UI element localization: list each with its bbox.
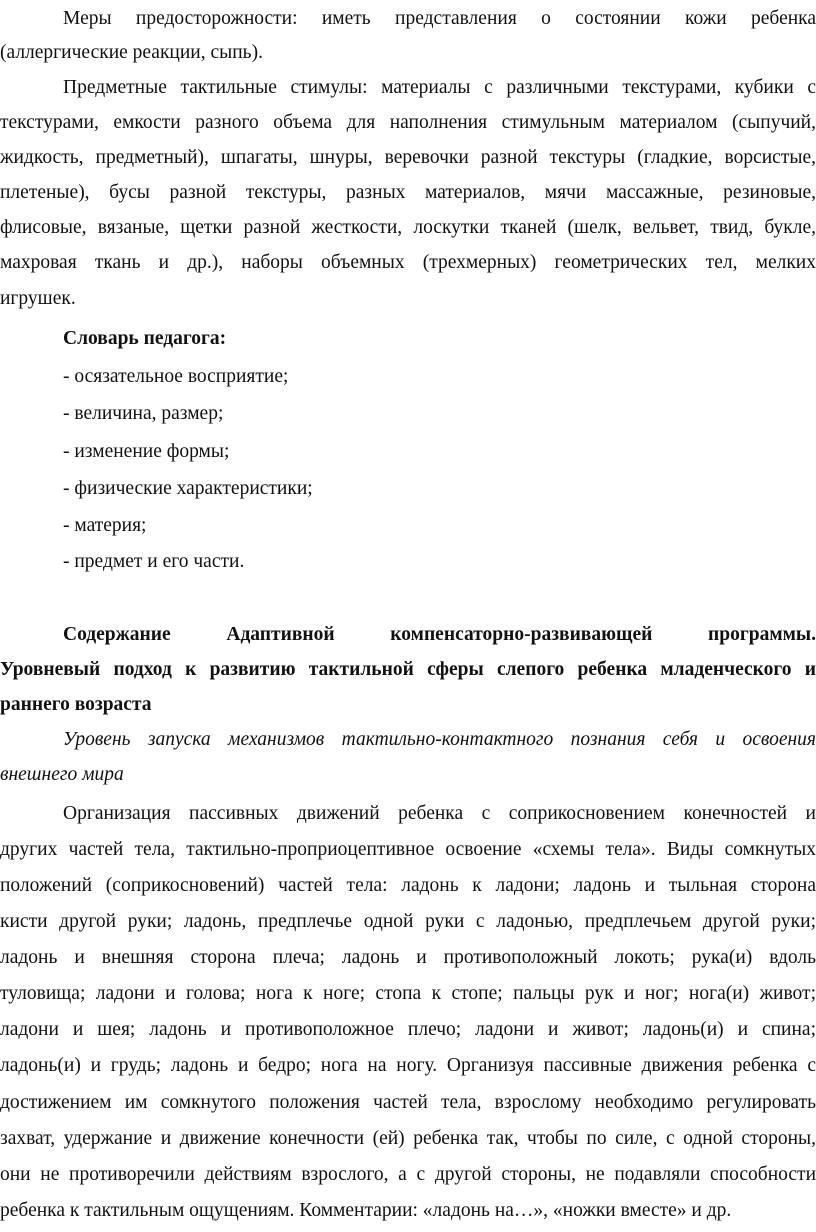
paragraph-stimuli-line-1: Предметные тактильные стимулы: материалы с различными текстурами, кубики с xyxy=(63,77,816,98)
vocabulary-item: - изменение формы; xyxy=(63,441,230,462)
vocabulary-item: - осязательное восприятие; xyxy=(63,366,289,387)
section-heading-line-3: раннего возраста xyxy=(0,694,152,715)
vocabulary-item: - материя; xyxy=(63,515,147,536)
paragraph-movements-line-9: достижением им сомкнутого положения частей тела, взрослому необходимо регулировать xyxy=(0,1092,816,1113)
paragraph-movements-line-12: ребенка к тактильным ощущениям. Комментарии: «ладонь на…», «ножки вместе» и др. xyxy=(0,1200,732,1221)
paragraph-movements-line-2: других частей тела, тактильно-проприоцептивное освоение «схемы тела». Виды сомкнутых xyxy=(0,839,816,860)
paragraph-movements-line-7: ладони и шея; ладонь и противоположное плечо; ладони и живот; ладонь(и) и спина; xyxy=(0,1019,816,1040)
paragraph-stimuli-line-2: текстурами, емкости разного объема для наполнения стимульным материалом (сыпучий, xyxy=(0,112,816,133)
level-title-line-1: Уровень запуска механизмов тактильно-контактного познания себя и освоения xyxy=(63,729,816,750)
paragraph-precautions-line-2: (аллергические реакции, сыпь). xyxy=(0,42,263,63)
paragraph-movements-line-1: Организация пассивных движений ребенка с соприкосновением конечностей и xyxy=(63,803,816,824)
vocabulary-title: Словарь педагога: xyxy=(63,328,227,349)
vocabulary-item: - предмет и его части. xyxy=(63,551,245,572)
vocabulary-item: - физические характеристики; xyxy=(63,478,313,499)
section-heading-line-2: Уровневый подход к развитию тактильной сферы слепого ребенка младенческого и xyxy=(0,659,816,680)
paragraph-movements-line-5: ладонь и внешняя сторона плеча; ладонь и противоположный локоть; рука(и) вдоль xyxy=(0,947,816,968)
paragraph-movements-line-4: кисти другой руки; ладонь, предплечье одной руки с ладонью, предплечьем другой руки; xyxy=(0,911,816,932)
paragraph-movements-line-6: туловища; ладони и голова; нога к ноге; стопа к стопе; пальцы рук и ног; нога(и) живот; xyxy=(0,983,816,1004)
paragraph-movements-line-10: захват, удержание и движение конечности (ей) ребенка так, чтобы по силе, с одной стороны, xyxy=(0,1128,816,1149)
paragraph-stimuli-line-4: плетеные), бусы разной текстуры, разных материалов, мячи массажные, резиновые, xyxy=(0,182,816,203)
level-title-line-2: внешнего мира xyxy=(0,764,124,785)
paragraph-stimuli-line-3: жидкость, предметный), шпагаты, шнуры, веревочки разной текстуры (гладкие, ворсистые, xyxy=(0,147,816,168)
paragraph-precautions-line-1: Меры предосторожности: иметь представления о состоянии кожи ребенка xyxy=(63,8,816,29)
paragraph-movements-line-11: они не противоречили действиям взрослого, а с другой стороны, не подавляли способности xyxy=(0,1164,816,1185)
section-heading-line-1: Содержание Адаптивной компенсаторно-развивающей программы. xyxy=(63,624,816,645)
paragraph-movements-line-3: положений (соприкосновений) частей тела: ладонь к ладони; ладонь и тыльная сторона xyxy=(0,875,816,896)
paragraph-stimuli-line-5: флисовые, вязаные, щетки разной жесткости, лоскутки тканей (шелк, вельвет, твид, букле, xyxy=(0,217,816,238)
paragraph-stimuli-line-7: игрушек. xyxy=(0,288,76,309)
vocabulary-item: - величина, размер; xyxy=(63,403,224,424)
paragraph-movements-line-8: ладонь(и) и грудь; ладонь и бедро; нога на ногу. Организуя пассивные движения ребенка с xyxy=(0,1055,816,1076)
paragraph-stimuli-line-6: махровая ткань и др.), наборы объемных (трехмерных) геометрических тел, мелких xyxy=(0,252,816,273)
